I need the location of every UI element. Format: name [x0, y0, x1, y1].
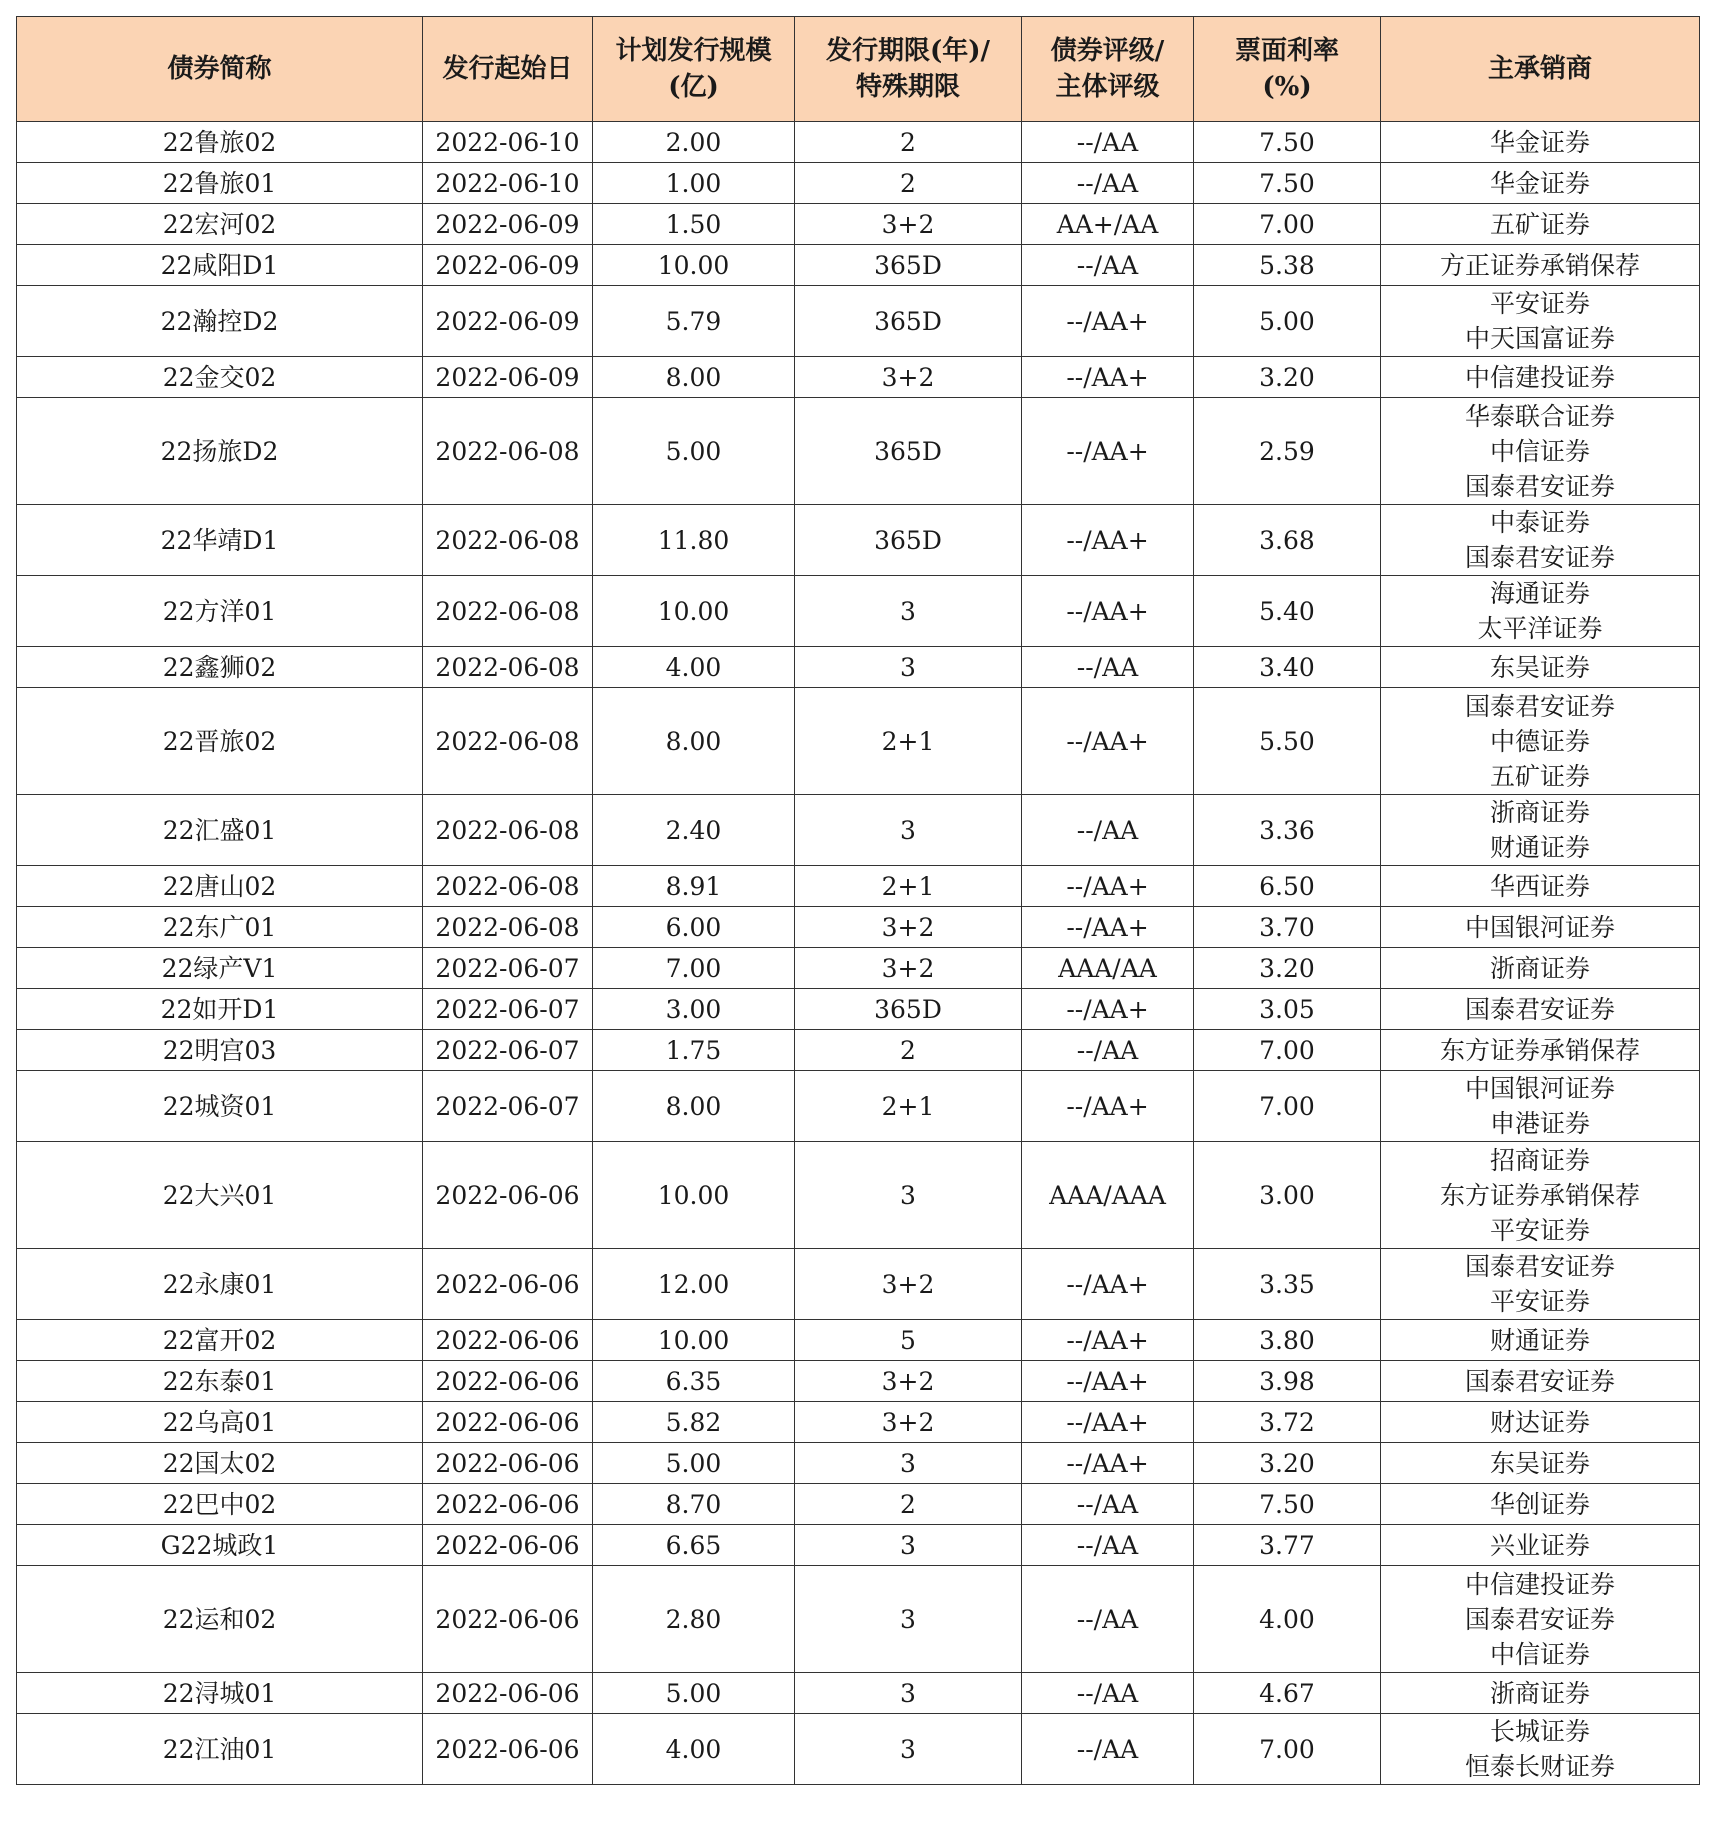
header-label: 主承销商: [1487, 54, 1592, 84]
coupon-rate-cell: 7.50: [1194, 1484, 1381, 1525]
term-cell: 3: [795, 1142, 1022, 1249]
issue-size-cell: 6.00: [593, 907, 795, 948]
term-cell: 3+2: [795, 204, 1022, 245]
table-row: [17, 1361, 1700, 1402]
underwriter-name: 中信证券: [1489, 436, 1590, 466]
table-row: [17, 795, 1700, 866]
issue-date-cell: 2022-06-08: [423, 505, 593, 576]
coupon-rate-cell: 4.00: [1194, 1566, 1381, 1673]
issue-size-cell: 8.70: [593, 1484, 795, 1525]
term-cell: 3: [795, 1566, 1022, 1673]
header-label: (%): [1262, 72, 1312, 102]
bond-name-cell: 22城资01: [17, 1071, 423, 1142]
underwriters-cell: [1381, 1361, 1700, 1402]
term-cell: 3: [795, 1525, 1022, 1566]
underwriter-name: 国泰君安证券: [1464, 471, 1615, 501]
header-label: 票面利率: [1234, 36, 1339, 66]
coupon-rate-cell: 7.00: [1194, 1714, 1381, 1785]
underwriter-name: 财通证券: [1489, 1325, 1590, 1355]
term-cell: 3+2: [795, 1361, 1022, 1402]
underwriter-name: 申港证券: [1489, 1109, 1590, 1138]
issue-date-cell: 2022-06-08: [423, 398, 593, 505]
term-cell: 2+1: [795, 866, 1022, 907]
underwriters-cell: [1381, 1714, 1700, 1785]
issue-size-cell: 1.00: [593, 163, 795, 204]
coupon-rate-cell: 2.59: [1194, 398, 1381, 505]
coupon-rate-cell: 7.50: [1194, 122, 1381, 163]
issue-date-cell: 2022-06-07: [423, 1071, 593, 1142]
coupon-rate-cell: 5.50: [1194, 688, 1381, 795]
bond-name-cell: 22乌高01: [17, 1402, 423, 1443]
table-row: [17, 1142, 1700, 1249]
issue-size-cell: 10.00: [593, 1142, 795, 1249]
issue-date-cell: 2022-06-06: [423, 1142, 593, 1249]
coupon-rate-cell: 7.00: [1194, 1030, 1381, 1071]
underwriter-name: 中德证券: [1489, 726, 1590, 756]
underwriter-name: 中天国富证券: [1464, 324, 1615, 353]
underwriters-cell: [1381, 948, 1700, 989]
issue-size-cell: 7.00: [593, 948, 795, 989]
table-header: [17, 17, 1700, 122]
issue-size-cell: 12.00: [593, 1249, 795, 1320]
underwriter-name: 国泰君安证券: [1464, 1604, 1615, 1634]
underwriter-name: 长城证券: [1489, 1717, 1590, 1746]
term-cell: 3: [795, 576, 1022, 647]
bond-name-cell: 22大兴01: [17, 1142, 423, 1249]
term-cell: 3+2: [795, 907, 1022, 948]
header-label: 债券简称: [167, 54, 272, 84]
underwriters-cell: [1381, 688, 1700, 795]
rating-cell: --/AA+: [1022, 505, 1194, 576]
issue-size-cell: 10.00: [593, 245, 795, 286]
underwriter-name: 华泰联合证券: [1464, 401, 1615, 431]
underwriters-cell: [1381, 907, 1700, 948]
underwriters-cell: [1381, 1030, 1700, 1071]
table-row: [17, 989, 1700, 1030]
issue-date-cell: 2022-06-09: [423, 286, 593, 357]
bond-name-cell: 22国太02: [17, 1443, 423, 1484]
underwriter-name: 恒泰长财证券: [1464, 1752, 1615, 1781]
rating-cell: AAA/AAA: [1022, 1142, 1194, 1249]
rating-cell: --/AA: [1022, 122, 1194, 163]
rating-cell: --/AA: [1022, 1673, 1194, 1714]
table-row: [17, 286, 1700, 357]
bond-name-cell: 22方洋01: [17, 576, 423, 647]
bond-name-cell: 22运和02: [17, 1566, 423, 1673]
underwriter-name: 东吴证券: [1489, 652, 1590, 682]
underwriter-name: 东吴证券: [1489, 1448, 1590, 1478]
term-cell: 3+2: [795, 948, 1022, 989]
issue-size-cell: 11.80: [593, 505, 795, 576]
bond-name-cell: 22鲁旅01: [17, 163, 423, 204]
rating-cell: --/AA: [1022, 1566, 1194, 1673]
underwriter-name: 海通证券: [1489, 579, 1590, 608]
term-cell: 365D: [795, 286, 1022, 357]
rating-cell: --/AA: [1022, 1030, 1194, 1071]
issue-size-cell: 10.00: [593, 576, 795, 647]
bond-name-cell: 22巴中02: [17, 1484, 423, 1525]
issue-size-cell: 8.00: [593, 688, 795, 795]
issue-date-cell: 2022-06-06: [423, 1566, 593, 1673]
bond-name-cell: 22绿产V1: [17, 948, 423, 989]
issue-size-cell: 6.35: [593, 1361, 795, 1402]
term-cell: 2: [795, 122, 1022, 163]
underwriter-name: 国泰君安证券: [1464, 691, 1615, 721]
rating-cell: --/AA+: [1022, 576, 1194, 647]
underwriters-cell: [1381, 1484, 1700, 1525]
header-underwriters: [1381, 17, 1700, 122]
underwriter-name: 中信建投证券: [1464, 1569, 1615, 1599]
rating-cell: --/AA: [1022, 647, 1194, 688]
coupon-rate-cell: 6.50: [1194, 866, 1381, 907]
table-row: [17, 1673, 1700, 1714]
bond-name-cell: 22华靖D1: [17, 505, 423, 576]
term-cell: 2: [795, 1030, 1022, 1071]
issue-size-cell: 5.00: [593, 1443, 795, 1484]
coupon-rate-cell: 5.00: [1194, 286, 1381, 357]
coupon-rate-cell: 5.38: [1194, 245, 1381, 286]
underwriters-cell: [1381, 163, 1700, 204]
table-row: [17, 357, 1700, 398]
coupon-rate-cell: 3.80: [1194, 1320, 1381, 1361]
term-cell: 3: [795, 1673, 1022, 1714]
term-cell: 3: [795, 647, 1022, 688]
underwriter-name: 华创证券: [1489, 1489, 1590, 1519]
bond-name-cell: 22永康01: [17, 1249, 423, 1320]
bond-name-cell: 22如开D1: [17, 989, 423, 1030]
issue-date-cell: 2022-06-08: [423, 866, 593, 907]
underwriters-cell: [1381, 989, 1700, 1030]
issue-date-cell: 2022-06-06: [423, 1673, 593, 1714]
rating-cell: --/AA: [1022, 245, 1194, 286]
issue-date-cell: 2022-06-06: [423, 1361, 593, 1402]
rating-cell: --/AA: [1022, 163, 1194, 204]
issue-date-cell: 2022-06-09: [423, 204, 593, 245]
term-cell: 2: [795, 1484, 1022, 1525]
issue-date-cell: 2022-06-08: [423, 907, 593, 948]
table-row: [17, 245, 1700, 286]
rating-cell: --/AA: [1022, 1525, 1194, 1566]
table-row: [17, 688, 1700, 795]
coupon-rate-cell: 3.05: [1194, 989, 1381, 1030]
bond-issuance-table-container: [16, 16, 1699, 1785]
bond-name-cell: 22咸阳D1: [17, 245, 423, 286]
rating-cell: --/AA+: [1022, 1249, 1194, 1320]
rating-cell: --/AA+: [1022, 398, 1194, 505]
coupon-rate-cell: 3.40: [1194, 647, 1381, 688]
issue-date-cell: 2022-06-10: [423, 122, 593, 163]
underwriters-cell: [1381, 1402, 1700, 1443]
issue-date-cell: 2022-06-06: [423, 1525, 593, 1566]
underwriter-name: 浙商证券: [1489, 953, 1590, 983]
issue-date-cell: 2022-06-09: [423, 357, 593, 398]
underwriter-name: 浙商证券: [1489, 798, 1590, 827]
issue-size-cell: 2.00: [593, 122, 795, 163]
rating-cell: AAA/AA: [1022, 948, 1194, 989]
issue-date-cell: 2022-06-08: [423, 647, 593, 688]
underwriter-name: 中信建投证券: [1464, 362, 1615, 392]
header-rating: [1022, 17, 1194, 122]
rating-cell: --/AA: [1022, 1714, 1194, 1785]
coupon-rate-cell: 4.67: [1194, 1673, 1381, 1714]
issue-size-cell: 6.65: [593, 1525, 795, 1566]
underwriters-cell: [1381, 1071, 1700, 1142]
term-cell: 5: [795, 1320, 1022, 1361]
term-cell: 3+2: [795, 1249, 1022, 1320]
underwriter-name: 东方证券承销保荐: [1439, 1035, 1640, 1065]
bond-issuance-table: [16, 16, 1700, 1785]
underwriter-name: 华金证券: [1489, 127, 1590, 157]
table-row: [17, 122, 1700, 163]
coupon-rate-cell: 3.35: [1194, 1249, 1381, 1320]
underwriter-name: 国泰君安证券: [1464, 543, 1615, 572]
header-label: (亿): [668, 72, 719, 102]
underwriter-name: 财达证券: [1489, 1407, 1590, 1437]
underwriter-name: 中国银河证券: [1464, 1074, 1615, 1103]
issue-size-cell: 5.82: [593, 1402, 795, 1443]
bond-name-cell: 22东广01: [17, 907, 423, 948]
coupon-rate-cell: 3.68: [1194, 505, 1381, 576]
issue-date-cell: 2022-06-07: [423, 1030, 593, 1071]
bond-name-cell: G22城政1: [17, 1525, 423, 1566]
issue-date-cell: 2022-06-06: [423, 1249, 593, 1320]
rating-cell: --/AA+: [1022, 286, 1194, 357]
header-term: [795, 17, 1022, 122]
underwriter-name: 招商证券: [1489, 1145, 1590, 1175]
underwriters-cell: [1381, 204, 1700, 245]
issue-size-cell: 10.00: [593, 1320, 795, 1361]
coupon-rate-cell: 3.72: [1194, 1402, 1381, 1443]
header-row: [17, 17, 1700, 122]
coupon-rate-cell: 3.77: [1194, 1525, 1381, 1566]
coupon-rate-cell: 7.00: [1194, 204, 1381, 245]
issue-size-cell: 4.00: [593, 1714, 795, 1785]
underwriter-name: 平安证券: [1489, 289, 1590, 318]
underwriter-name: 平安证券: [1489, 1287, 1590, 1316]
underwriter-name: 中信证券: [1489, 1639, 1590, 1669]
bond-name-cell: 22鑫狮02: [17, 647, 423, 688]
underwriters-cell: [1381, 398, 1700, 505]
table-row: [17, 1443, 1700, 1484]
bond-name-cell: 22明宫03: [17, 1030, 423, 1071]
term-cell: 365D: [795, 989, 1022, 1030]
rating-cell: --/AA+: [1022, 688, 1194, 795]
issue-date-cell: 2022-06-06: [423, 1443, 593, 1484]
issue-date-cell: 2022-06-08: [423, 795, 593, 866]
underwriters-cell: [1381, 245, 1700, 286]
table-row: [17, 204, 1700, 245]
rating-cell: --/AA+: [1022, 866, 1194, 907]
issue-date-cell: 2022-06-08: [423, 576, 593, 647]
coupon-rate-cell: 3.70: [1194, 907, 1381, 948]
underwriter-name: 方正证券承销保荐: [1439, 250, 1640, 280]
underwriters-cell: [1381, 1142, 1700, 1249]
underwriters-cell: [1381, 1566, 1700, 1673]
bond-name-cell: 22金交02: [17, 357, 423, 398]
header-label: 债券评级/: [1050, 36, 1165, 66]
issue-date-cell: 2022-06-07: [423, 948, 593, 989]
underwriters-cell: [1381, 647, 1700, 688]
issue-date-cell: 2022-06-06: [423, 1484, 593, 1525]
underwriter-name: 五矿证券: [1489, 761, 1590, 791]
bond-name-cell: 22唐山02: [17, 866, 423, 907]
bond-name-cell: 22扬旅D2: [17, 398, 423, 505]
table-row: [17, 866, 1700, 907]
underwriter-name: 兴业证券: [1489, 1530, 1590, 1560]
coupon-rate-cell: 3.98: [1194, 1361, 1381, 1402]
underwriters-cell: [1381, 1443, 1700, 1484]
header-bond-name: [17, 17, 423, 122]
term-cell: 3+2: [795, 1402, 1022, 1443]
issue-size-cell: 5.79: [593, 286, 795, 357]
underwriter-name: 中国银河证券: [1464, 912, 1615, 942]
term-cell: 3: [795, 1443, 1022, 1484]
header-label: 主体评级: [1055, 72, 1160, 102]
underwriters-cell: [1381, 122, 1700, 163]
issue-size-cell: 2.40: [593, 795, 795, 866]
issue-date-cell: 2022-06-06: [423, 1402, 593, 1443]
table-body: [17, 122, 1700, 1785]
underwriter-name: 五矿证券: [1489, 209, 1590, 239]
rating-cell: --/AA: [1022, 795, 1194, 866]
bond-name-cell: 22宏河02: [17, 204, 423, 245]
table-row: [17, 1030, 1700, 1071]
issue-size-cell: 2.80: [593, 1566, 795, 1673]
table-row: [17, 907, 1700, 948]
coupon-rate-cell: 3.00: [1194, 1142, 1381, 1249]
underwriter-name: 东方证券承销保荐: [1439, 1180, 1640, 1210]
underwriters-cell: [1381, 866, 1700, 907]
coupon-rate-cell: 7.00: [1194, 1071, 1381, 1142]
underwriters-cell: [1381, 505, 1700, 576]
underwriter-name: 中泰证券: [1489, 508, 1590, 537]
rating-cell: --/AA+: [1022, 357, 1194, 398]
underwriters-cell: [1381, 1525, 1700, 1566]
underwriter-name: 国泰君安证券: [1464, 1366, 1615, 1396]
header-issue-size: [593, 17, 795, 122]
header-label: 发行期限(年)/: [825, 36, 991, 66]
table-row: [17, 647, 1700, 688]
underwriter-name: 华金证券: [1489, 168, 1590, 198]
issue-size-cell: 8.00: [593, 1071, 795, 1142]
issue-size-cell: 5.00: [593, 1673, 795, 1714]
underwriter-name: 华西证券: [1489, 871, 1590, 901]
coupon-rate-cell: 3.36: [1194, 795, 1381, 866]
underwriter-name: 国泰君安证券: [1464, 1252, 1615, 1281]
rating-cell: --/AA+: [1022, 1071, 1194, 1142]
table-row: [17, 1249, 1700, 1320]
table-row: [17, 1566, 1700, 1673]
underwriters-cell: [1381, 576, 1700, 647]
coupon-rate-cell: 3.20: [1194, 948, 1381, 989]
rating-cell: --/AA+: [1022, 1402, 1194, 1443]
term-cell: 2+1: [795, 1071, 1022, 1142]
table-row: [17, 505, 1700, 576]
bond-name-cell: 22江油01: [17, 1714, 423, 1785]
issue-size-cell: 1.75: [593, 1030, 795, 1071]
underwriter-name: 浙商证券: [1489, 1678, 1590, 1708]
bond-name-cell: 22富开02: [17, 1320, 423, 1361]
underwriter-name: 太平洋证券: [1477, 614, 1603, 643]
underwriters-cell: [1381, 1673, 1700, 1714]
header-label: 发行起始日: [442, 54, 573, 84]
term-cell: 3+2: [795, 357, 1022, 398]
table-row: [17, 948, 1700, 989]
header-issue-date: [423, 17, 593, 122]
issue-size-cell: 4.00: [593, 647, 795, 688]
issue-date-cell: 2022-06-10: [423, 163, 593, 204]
header-coupon-rate: [1194, 17, 1381, 122]
bond-name-cell: 22汇盛01: [17, 795, 423, 866]
term-cell: 2: [795, 163, 1022, 204]
underwriter-name: 国泰君安证券: [1464, 994, 1615, 1024]
rating-cell: --/AA+: [1022, 907, 1194, 948]
table-row: [17, 1071, 1700, 1142]
underwriters-cell: [1381, 357, 1700, 398]
underwriters-cell: [1381, 1320, 1700, 1361]
issue-date-cell: 2022-06-09: [423, 245, 593, 286]
header-label: 计划发行规模: [615, 36, 772, 66]
underwriters-cell: [1381, 795, 1700, 866]
rating-cell: --/AA+: [1022, 1443, 1194, 1484]
term-cell: 3: [795, 795, 1022, 866]
coupon-rate-cell: 7.50: [1194, 163, 1381, 204]
table-row: [17, 1402, 1700, 1443]
underwriters-cell: [1381, 286, 1700, 357]
rating-cell: --/AA+: [1022, 1361, 1194, 1402]
term-cell: 365D: [795, 245, 1022, 286]
underwriters-cell: [1381, 1249, 1700, 1320]
issue-date-cell: 2022-06-06: [423, 1714, 593, 1785]
rating-cell: --/AA+: [1022, 989, 1194, 1030]
term-cell: 3: [795, 1714, 1022, 1785]
term-cell: 365D: [795, 398, 1022, 505]
bond-name-cell: 22东泰01: [17, 1361, 423, 1402]
underwriter-name: 财通证券: [1489, 833, 1590, 862]
table-row: [17, 163, 1700, 204]
table-row: [17, 1320, 1700, 1361]
coupon-rate-cell: 3.20: [1194, 357, 1381, 398]
issue-size-cell: 1.50: [593, 204, 795, 245]
bond-name-cell: 22浔城01: [17, 1673, 423, 1714]
table-row: [17, 1525, 1700, 1566]
table-row: [17, 398, 1700, 505]
bond-name-cell: 22瀚控D2: [17, 286, 423, 357]
coupon-rate-cell: 5.40: [1194, 576, 1381, 647]
issue-size-cell: 8.91: [593, 866, 795, 907]
issue-size-cell: 5.00: [593, 398, 795, 505]
issue-size-cell: 3.00: [593, 989, 795, 1030]
rating-cell: --/AA+: [1022, 1320, 1194, 1361]
coupon-rate-cell: 3.20: [1194, 1443, 1381, 1484]
issue-date-cell: 2022-06-07: [423, 989, 593, 1030]
table-row: [17, 1714, 1700, 1785]
bond-name-cell: 22鲁旅02: [17, 122, 423, 163]
issue-date-cell: 2022-06-06: [423, 1320, 593, 1361]
bond-name-cell: 22晋旅02: [17, 688, 423, 795]
rating-cell: AA+/AA: [1022, 204, 1194, 245]
table-row: [17, 1484, 1700, 1525]
term-cell: 2+1: [795, 688, 1022, 795]
issue-date-cell: 2022-06-08: [423, 688, 593, 795]
rating-cell: --/AA: [1022, 1484, 1194, 1525]
underwriter-name: 平安证券: [1489, 1215, 1590, 1245]
table-row: [17, 576, 1700, 647]
term-cell: 365D: [795, 505, 1022, 576]
header-label: 特殊期限: [855, 72, 960, 102]
issue-size-cell: 8.00: [593, 357, 795, 398]
